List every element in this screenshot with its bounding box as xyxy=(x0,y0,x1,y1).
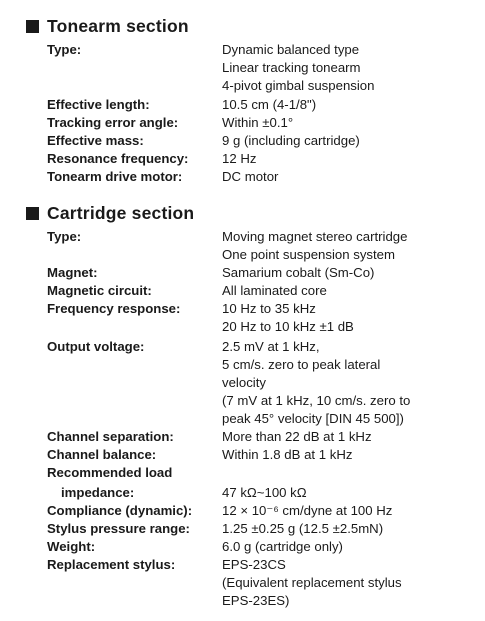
spec-label: Type: xyxy=(47,229,82,244)
spec-row-weight xyxy=(47,538,477,556)
spec-value-line: Dynamic balanced type xyxy=(222,42,360,57)
spec-label: Resonance frequency: xyxy=(47,151,189,166)
spec-value xyxy=(222,264,477,282)
spec-row-recommended-load xyxy=(47,464,477,482)
spec-label: Stylus pressure range: xyxy=(47,521,190,536)
spec-row-frequency-response xyxy=(47,300,477,336)
spec-row-channel-balance xyxy=(47,446,477,464)
spec-value-line: Within ±0.1° xyxy=(222,115,294,130)
square-bullet-icon xyxy=(26,207,39,220)
spec-value xyxy=(222,300,477,336)
spec-label: Tonearm drive motor: xyxy=(47,169,183,184)
spec-value-line: 1.25 ±0.25 g (12.5 ±2.5mN) xyxy=(222,521,384,536)
spec-label: Replacement stylus: xyxy=(47,557,176,572)
spec-value xyxy=(222,520,477,538)
spec-row-effective-mass xyxy=(47,132,477,150)
spec-value-line: 5 cm/s. zero to peak lateral xyxy=(222,357,381,372)
spec-value-line: (Equivalent replacement stylus xyxy=(222,575,402,590)
spec-value-line: 4-pivot gimbal suspension xyxy=(222,78,375,93)
spec-value-line: 10 Hz to 35 kHz xyxy=(222,301,316,316)
spec-value xyxy=(222,538,477,556)
spec-label: Channel separation: xyxy=(47,429,174,444)
spec-value-line: velocity xyxy=(222,375,266,390)
spec-row-resonance-frequency xyxy=(47,150,477,168)
spec-value-line: 12 × 10⁻⁶ cm/dyne at 100 Hz xyxy=(222,503,393,518)
spec-label: impedance: xyxy=(61,485,135,500)
spec-row-magnet xyxy=(47,264,477,282)
spec-value-line: Moving magnet stereo cartridge xyxy=(222,229,408,244)
spec-value xyxy=(222,168,477,186)
tonearm-section-heading xyxy=(26,16,189,37)
spec-value-line: (7 mV at 1 kHz, 10 cm/s. zero to xyxy=(222,393,411,408)
spec-value xyxy=(222,150,477,168)
spec-value-line: Samarium cobalt (Sm-Co) xyxy=(222,265,375,280)
spec-value xyxy=(222,464,477,482)
spec-value xyxy=(222,96,477,114)
spec-row-tonearm-type xyxy=(47,41,477,95)
spec-row-magnetic-circuit xyxy=(47,282,477,300)
square-bullet-icon xyxy=(26,20,39,33)
spec-value-line xyxy=(222,464,477,482)
spec-value-line: EPS-23CS xyxy=(222,557,286,572)
spec-label: Magnetic circuit: xyxy=(47,283,152,298)
spec-value xyxy=(222,228,477,264)
spec-value-line: 2.5 mV at 1 kHz, xyxy=(222,339,320,354)
spec-row-cartridge-type xyxy=(47,228,477,264)
spec-value xyxy=(222,484,477,502)
spec-value xyxy=(222,428,477,446)
spec-row-channel-separation xyxy=(47,428,477,446)
spec-value-line: 12 Hz xyxy=(222,151,257,166)
cartridge-section-heading xyxy=(26,203,194,224)
spec-row-tracking-error-angle xyxy=(47,114,477,132)
spec-value xyxy=(222,114,477,132)
spec-value xyxy=(222,132,477,150)
spec-value-line: All laminated core xyxy=(222,283,327,298)
spec-value-line: More than 22 dB at 1 kHz xyxy=(222,429,372,444)
spec-row-tonearm-drive-motor xyxy=(47,168,477,186)
spec-label: Output voltage: xyxy=(47,339,145,354)
spec-row-impedance xyxy=(47,484,477,502)
spec-value xyxy=(222,338,477,428)
spec-row-effective-length xyxy=(47,96,477,114)
spec-value xyxy=(222,556,477,610)
spec-value-line: 47 kΩ~100 kΩ xyxy=(222,485,307,500)
spec-label: Channel balance: xyxy=(47,447,157,462)
spec-row-output-voltage xyxy=(47,338,477,428)
spec-value-line: Linear tracking tonearm xyxy=(222,60,361,75)
spec-value xyxy=(222,446,477,464)
spec-value-line: EPS-23ES) xyxy=(222,593,290,608)
spec-value xyxy=(222,41,477,95)
spec-label: Type: xyxy=(47,42,82,57)
spec-row-replacement-stylus xyxy=(47,556,477,610)
spec-label: Effective length: xyxy=(47,97,150,112)
spec-label: Weight: xyxy=(47,539,96,554)
spec-label: Effective mass: xyxy=(47,133,144,148)
spec-row-compliance xyxy=(47,502,477,520)
spec-label: Frequency response: xyxy=(47,301,181,316)
spec-value xyxy=(222,282,477,300)
spec-value-line: DC motor xyxy=(222,169,279,184)
spec-value-line: 10.5 cm (4-1/8") xyxy=(222,97,317,112)
spec-value-line: One point suspension system xyxy=(222,247,395,262)
spec-value-line: 6.0 g (cartridge only) xyxy=(222,539,343,554)
spec-value-line: peak 45° velocity [DIN 45 500]) xyxy=(222,411,404,426)
spec-value-line: 20 Hz to 10 kHz ±1 dB xyxy=(222,319,354,334)
spec-label: Compliance (dynamic): xyxy=(47,503,193,518)
tonearm-section-title: Tonearm section xyxy=(47,16,189,36)
spec-label: Magnet: xyxy=(47,265,98,280)
spec-label: Recommended load xyxy=(47,465,173,480)
cartridge-section-title: Cartridge section xyxy=(47,203,195,223)
spec-value-line: 9 g (including cartridge) xyxy=(222,133,360,148)
spec-row-stylus-pressure-range xyxy=(47,520,477,538)
spec-value xyxy=(222,502,477,520)
spec-label: Tracking error angle: xyxy=(47,115,179,130)
spec-value-line: Within 1.8 dB at 1 kHz xyxy=(222,447,353,462)
